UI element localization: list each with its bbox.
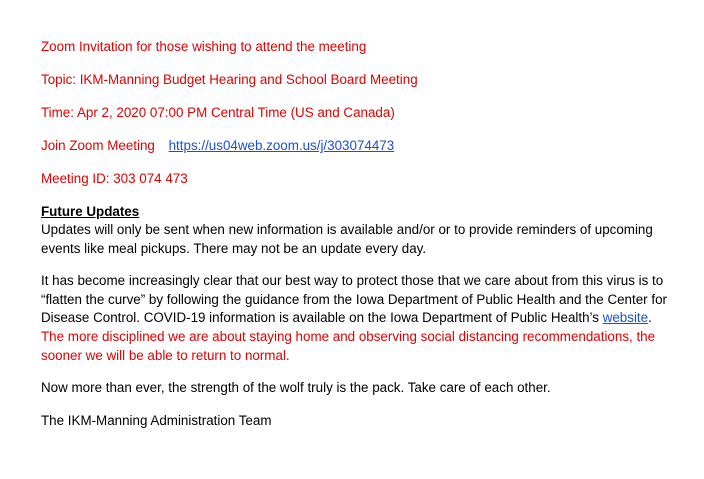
updates-line-2: events like meal pickups. There may not be an update every day. xyxy=(41,240,427,256)
wolf-pack-line: Now more than ever, the strength of the wolf truly is the pack. Take care of each other. xyxy=(41,380,551,396)
discipline-line-2: sooner we will be able to return to normal. xyxy=(41,347,290,363)
covid-paragraph xyxy=(41,272,681,365)
covid-line-1: It has become increasingly clear that our best way to protect those that we care about from this virus is to xyxy=(41,273,664,289)
zoom-invitation-text: Zoom Invitation for those wishing to attend the meeting xyxy=(41,39,367,54)
covid-line-3-end: . xyxy=(648,310,652,326)
covid-line-2: “flatten the curve” by following the guidance from the Iowa Department of Public Health and the Center for xyxy=(41,291,667,307)
covid-line-3 xyxy=(41,309,681,328)
meeting-topic: Topic: IKM-Manning Budget Hearing and School Board Meeting xyxy=(41,72,418,87)
meeting-time: Time: Apr 2, 2020 07:00 PM Central Time (US and Canada) xyxy=(41,105,395,120)
updates-line-1: Updates will only be sent when new information is available and/or or to provide reminders of upcoming xyxy=(41,222,653,237)
zoom-meeting-link[interactable]: https://us04web.zoom.us/j/303074473 xyxy=(168,138,395,153)
join-zoom-label: Join Zoom Meeting xyxy=(41,138,155,153)
discipline-line-1: The more disciplined we are about staying home and observing social distancing recommendations, the xyxy=(41,328,656,344)
meeting-id: Meeting ID: 303 074 473 xyxy=(41,171,188,186)
updates-paragraph xyxy=(41,221,681,258)
email-body xyxy=(41,38,681,430)
covid-line-3-text: Disease Control. COVID-19 information is available on the Iowa Department of Public Health’s xyxy=(41,310,603,326)
future-updates-heading: Future Updates xyxy=(41,204,140,219)
iowa-dph-website-link[interactable]: website xyxy=(602,310,649,326)
join-zoom-row xyxy=(41,137,681,155)
signature: The IKM-Manning Administration Team xyxy=(41,412,272,428)
